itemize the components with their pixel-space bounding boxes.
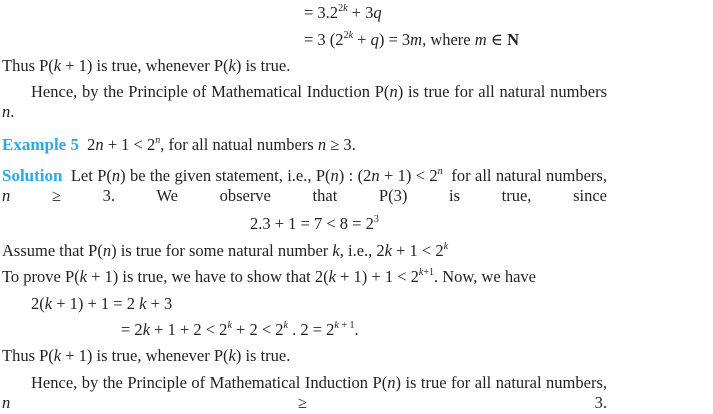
induction-conclusion: Hence, by the Principle of Mathematical Induction P(n) is true for all natural numbers, n ≥ 3. [2,373,607,412]
proof-goal-line: To prove P(k + 1) is true, we have to show that $2(k + 1) + 1 < 2^{k+1}$. Now, we have [2,267,537,286]
solution-paragraph: Solution Let P(n) be the given statement, i.e., P(n) : $(2n + 1) < 2^n$ for all natural numbers, n ≥ 3. We observe that P(3) is true, since [2,166,607,205]
equation-line: 2(k + 1) + 1 = 2 k + 3 [31,294,173,313]
equation-line: $2.3 + 1 = 7 < 8 = 2^3$ [250,214,379,233]
example-label: Example 5 [2,135,79,154]
induction-conclusion: Hence, by the Principle of Mathematical Induction P(n) is true for all natural numbers n. [2,82,607,121]
conclusion-line: Thus P(k + 1) is true, whenever P(k) is true. [2,56,291,75]
conclusion-line: Thus P(k + 1) is true, whenever P(k) is true. [2,346,291,365]
solution-label: Solution [2,166,63,185]
example-statement: $2n + 1 < 2^n$, for all natual numbers n ≥ 3. [87,135,356,154]
equation-line: = 3 $(2^{2k} + q) = 3m$, where m ∈ N [304,30,520,49]
equation-line: = $3.2^{2k} + 3q$ [304,3,382,22]
assumption-line: Assume that P(n) is true for some natural number k, i.e., $2k + 1 < 2^k$ [2,241,449,260]
example-heading [2,135,356,155]
equation-line: = $2k + 1 + 2 < 2^k + 2 < 2^k$ . $2 = 2^{k + 1}$. [121,320,359,339]
